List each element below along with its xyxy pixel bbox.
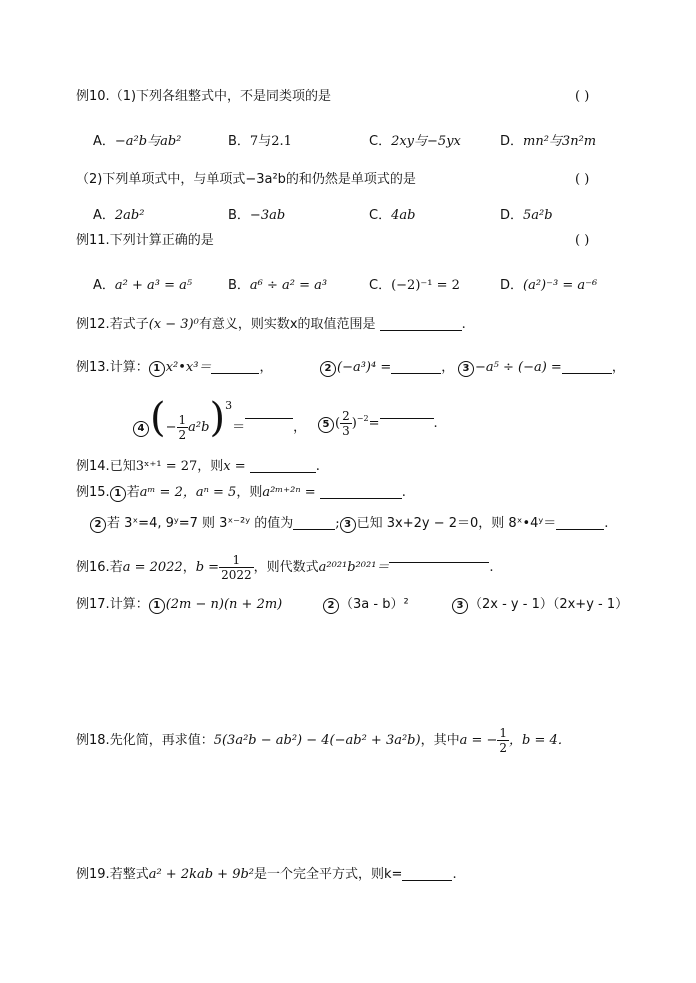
ex16-question: 例16.若a = 2022，b = $\frac{1}{2022}$ ，则代数式a²⁰²¹b²⁰²¹＝ . bbox=[76, 548, 494, 583]
answer-blank[interactable] bbox=[391, 359, 441, 374]
answer-blank[interactable] bbox=[380, 316, 462, 331]
answer-blank[interactable] bbox=[389, 548, 489, 563]
ex17-item2: 2 （3a - b）² bbox=[323, 596, 409, 614]
ex10-q2-option-d: D．5a²b bbox=[500, 208, 553, 223]
ex13-item5: 5 ( $\frac{2}{3}$ )$^{-2}$= . bbox=[318, 404, 438, 439]
ex10-option-c: C．2xy与−5yx bbox=[369, 134, 461, 149]
circled-number: 2 bbox=[323, 598, 339, 614]
ex10-question1 bbox=[76, 88, 331, 106]
ex13-item3: 3 −a⁵ ÷ (−a) = ， bbox=[458, 359, 625, 377]
circled-number: 4 bbox=[133, 421, 149, 437]
answer-paren: ( ) bbox=[575, 89, 590, 104]
circled-number: 3 bbox=[340, 517, 356, 533]
answer-blank[interactable] bbox=[250, 458, 316, 473]
ex10-question2: （2)下列单项式中，与单项式−3a²b的和仍然是单项式的是 bbox=[76, 172, 416, 187]
ex18-question: 例18.先化简，再求值：5(3a²b − ab²) − 4(−ab² + 3a²b)，其中a = − $\frac{1}{2}$ ，b = 4． bbox=[76, 726, 571, 755]
ex13-item2: 2 (−a³)⁴ = ， bbox=[320, 359, 454, 377]
ex10-q1-text: （1)下列各组整式中，不是同类项的是 bbox=[109, 89, 332, 104]
circled-number: 1 bbox=[149, 361, 165, 377]
ex14-question: 例14.已知3ˣ⁺¹ = 27，则x = . bbox=[76, 459, 320, 474]
ex10-q2-option-a: A．2ab² bbox=[93, 208, 145, 223]
circled-number: 3 bbox=[452, 598, 468, 614]
circled-number: 2 bbox=[90, 517, 106, 533]
ex11-option-b: B．a⁶ ÷ a² = a³ bbox=[228, 278, 328, 293]
circled-number: 1 bbox=[110, 486, 126, 502]
ex11-question: 例11.下列计算正确的是 bbox=[76, 233, 214, 248]
ex10-option-a: A．−a²b与ab² bbox=[93, 134, 182, 149]
ex15-line2: 2 若 3ˣ=4, 9ʸ=7 则 3ˣ⁻²ʸ 的值为 ; 3 已知 3x+2y − 2＝0，则 8ˣ•4ʸ＝ . bbox=[90, 515, 608, 533]
ex10-option-d: D．mn²与3n²m bbox=[500, 134, 597, 149]
ex12-question: 例12.若式子(x − 3)⁰有意义，则实数x的取值范围是 . bbox=[76, 317, 466, 332]
ex17-question: 例17.计算： 1 (2m − n)(n + 2m) bbox=[76, 597, 283, 612]
ex11-option-c: C．(−2)⁻¹ = 2 bbox=[369, 278, 460, 293]
answer-blank[interactable] bbox=[320, 484, 402, 499]
circled-number: 1 bbox=[149, 598, 165, 614]
circled-number: 2 bbox=[320, 361, 336, 377]
answer-blank[interactable] bbox=[245, 404, 293, 419]
circled-number: 5 bbox=[318, 417, 334, 433]
ex10-q2-option-c: C．4ab bbox=[369, 208, 416, 223]
answer-blank[interactable] bbox=[211, 359, 259, 374]
answer-blank[interactable] bbox=[556, 515, 604, 530]
answer-paren: ( ) bbox=[575, 233, 590, 248]
ex17-item3: 3 （2x - y - 1）（2x+y - 1） bbox=[452, 596, 628, 614]
ex11-option-d: D．(a²)⁻³ = a⁻⁶ bbox=[500, 278, 598, 293]
ex15-line1: 例15. 1 若aᵐ = 2，aⁿ = 5，则a²ᵐ⁺²ⁿ = . bbox=[76, 485, 406, 500]
ex10-q2-option-b: B．−3ab bbox=[228, 208, 286, 223]
answer-blank[interactable] bbox=[562, 359, 612, 374]
ex10-option-b: B．7与2.1 bbox=[228, 134, 292, 149]
answer-blank[interactable] bbox=[380, 404, 434, 419]
circled-number: 3 bbox=[458, 361, 474, 377]
answer-paren: ( ) bbox=[575, 172, 590, 187]
ex11-option-a: A．a² + a³ = a⁵ bbox=[93, 278, 193, 293]
ex10-label: 例10. bbox=[76, 89, 110, 104]
answer-blank[interactable] bbox=[402, 866, 452, 881]
ex13-item4: 4 (− $\frac{1}{2}$ a²b)$^3$＝ ， bbox=[133, 398, 306, 448]
ex13-line1: 例13.计算： 1 x²•x³＝ ， bbox=[76, 360, 273, 375]
answer-blank[interactable] bbox=[293, 515, 335, 530]
ex19-question: 例19.若整式a² + 2kab + 9b²是一个完全平方式，则k= . bbox=[76, 867, 457, 882]
